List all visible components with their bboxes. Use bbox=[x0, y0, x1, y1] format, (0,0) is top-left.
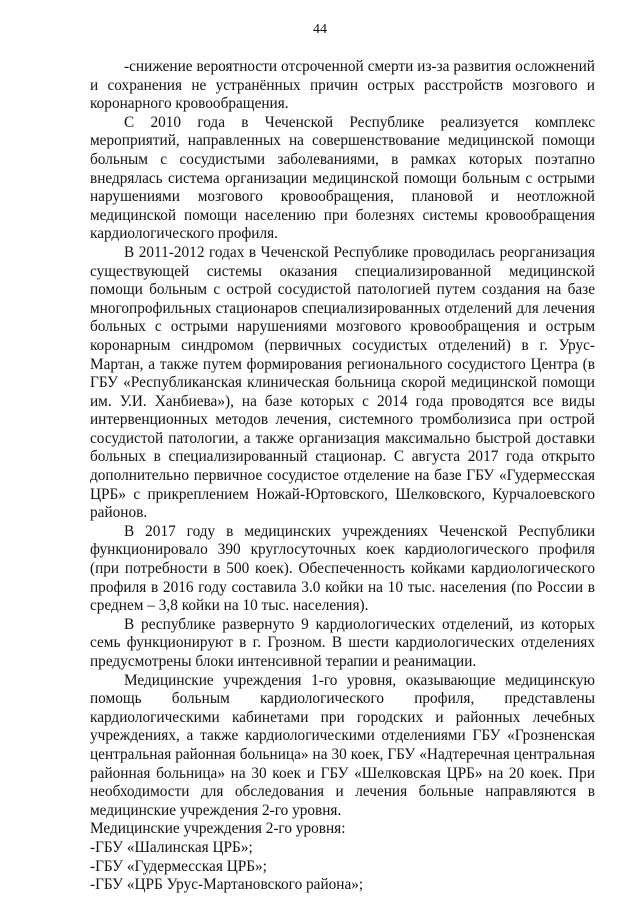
page-number: 44 bbox=[313, 22, 327, 37]
list-heading-level-2: Медицинские учреждения 2-го уровня: bbox=[90, 820, 346, 838]
list-item: -ГБУ «Шалинская ЦРБ»; bbox=[90, 838, 253, 856]
body-text bbox=[90, 58, 595, 895]
paragraph-since-2010: С 2010 года в Чеченской Республике реализуется комплекс мероприятий, направленных на совершенствование медицинской помощи больным с сосудистыми заболеваниями, в рамках которых поэтапно внедрялась система организации медицинской помощи больным с острыми нарушениями мозгового кровообращения, плановой и неотложной медицинской помощи населению при болезнях системы кровообращения кардиологического профиля. bbox=[90, 113, 595, 243]
list-item: -ГБУ «Гудермесская ЦРБ»; bbox=[90, 857, 267, 875]
list-item: -ГБУ «ЦРБ Урус-Мартановского района»; bbox=[90, 876, 364, 894]
paragraph-beds-2017: В 2017 году в медицинских учреждениях Чеченской Республики функционировало 390 круглосуточных коек кардиологического профиля (при потребности в 500 коек). Обеспеченность койками кардиологического профиля в 2016 году составила 3.0 койки на 10 тыс. населения (по России в среднем – 3,8 койки на 10 тыс. населения). bbox=[90, 522, 595, 615]
paragraph-complications: -снижение вероятности отсроченной смерти из-за развития осложнений и сохранения не устранённых причин острых расстройств мозгового и коронарного кровообращения. bbox=[90, 58, 595, 113]
paragraph-reorganization-2011-2012: В 2011-2012 годах в Чеченской Республике проводилась реорганизация существующей системы оказания специализированной медицинской помощи больным с острой сосудистой патологией путем создания на базе многопрофильных стационаров специализированных отделений для лечения больных с острыми нарушениями мозгового кровообращения и острым коронарным синдромом (первичных сосудистых отделений) в г. Урус-Мартан, а также путем формирования регионального сосудистого Центра (в ГБУ «Республиканская клиническая больница скорой медицинской помощи им. У.И. Ханбиева»), на базе которых с 2014 года проводятся все виды интервенционных методов лечения, системного тромболизиса при острой сосудистой патологии, а также организация максимально быстрой доставки больных в специализированный стационар. С августа 2017 года открыто дополнительно первичное сосудистое отделение на базе ГБУ «Гудермесская ЦРБ» с прикреплением Ножай-Юртовского, Шелковского, Курчалоевского районов. bbox=[90, 243, 595, 522]
paragraph-level-1-institutions: Медицинские учреждения 1-го уровня, оказывающие медицинскую помощь больным кардиологического профиля, представлены кардиологическими кабинетами при городских и районных лечебных учреждениях, а также кардиологическими отделениями ГБУ «Грозненская центральная районная больница» на 30 коек, ГБУ «Надтеречная центральная районная больница» на 30 коек и ГБУ «Шелковская ЦРБ» на 20 коек. При необходимости для обследования и лечения больные направляются в медицинские учреждения 2-го уровня. bbox=[90, 671, 595, 819]
paragraph-cardiology-departments: В республике развернуто 9 кардиологических отделений, из которых семь функционируют в г. Грозном. В шести кардиологических отделениях предусмотрены блоки интенсивной терапии и реанимации. bbox=[90, 615, 595, 670]
